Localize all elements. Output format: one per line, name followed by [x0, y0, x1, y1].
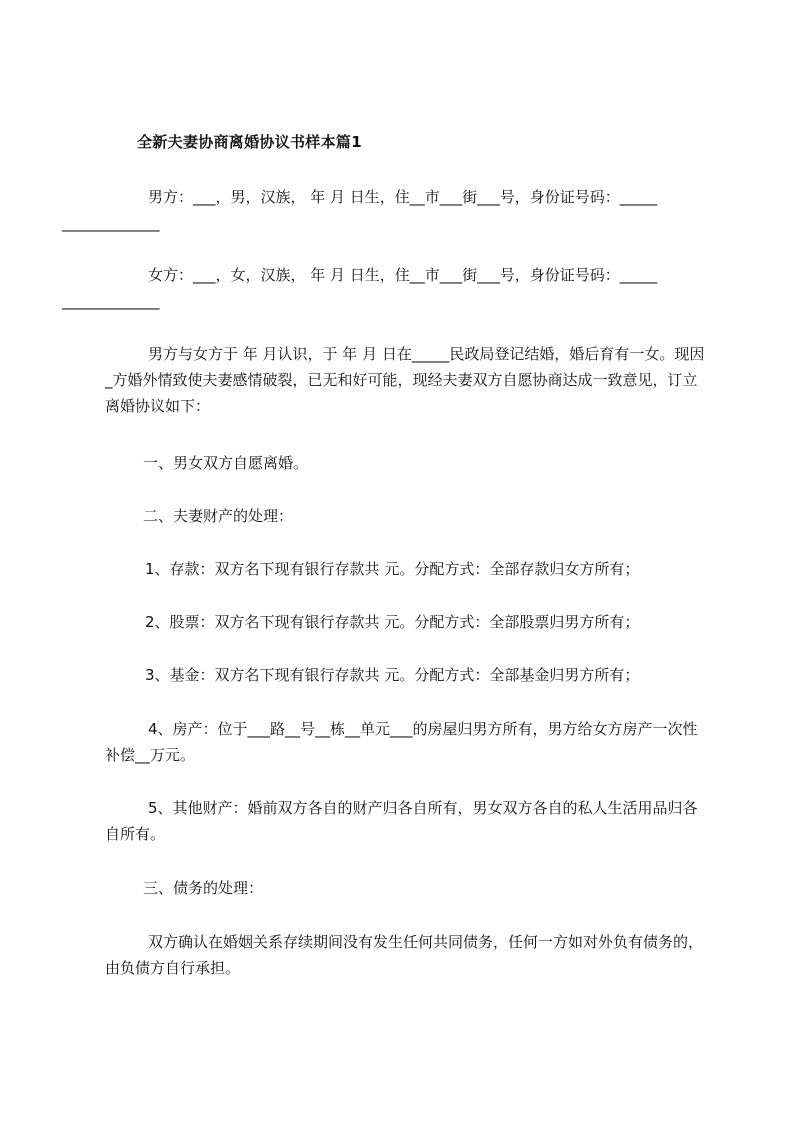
- female-party-continuation: _____________: [62, 292, 160, 310]
- male-party-continuation: _____________: [62, 214, 160, 232]
- property-item-4: 4、房产：位于___路__号__栋__单元___的房屋归男方所有，男方给女方房产一次性补偿__万元。: [105, 720, 698, 764]
- intro-paragraph: 男方与女方于 年 月认识，于 年 月 日在_____民政局登记结婚，婚后育有一女。现因_方婚外情致使夫妻感情破裂，已无和好可能，现经夫妻双方自愿协商达成一致意见，订立离婚协议如下：: [105, 345, 705, 415]
- male-party-text: 男方：___，男，汉族， 年 月 日生，住__市___街___号，身份证号码：_____: [148, 188, 658, 206]
- property-item-5: 5、其他财产：婚前双方各自的财产归各自所有，男女双方各自的私人生活用品归各自所有。: [105, 799, 698, 843]
- section-3-heading: 三、债务的处理：: [143, 879, 264, 897]
- property-item-2: 2、股票：双方名下现有银行存款共 元。分配方式：全部股票归男方所有；: [145, 613, 640, 631]
- debt-paragraph: 双方确认在婚姻关系存续期间没有发生任何共同债务，任何一方如对外负有债务的，由负债方自行承担。: [105, 933, 704, 977]
- document-title: 全新夫妻协商离婚协议书样本篇1: [137, 133, 362, 151]
- female-party-text: 女方：___，女，汉族， 年 月 日生，住__市___街___号，身份证号码：_____: [148, 266, 658, 284]
- property-item-3: 3、基金：双方名下现有银行存款共 元。分配方式：全部基金归男方所有；: [145, 666, 640, 684]
- section-2-heading: 二、夫妻财产的处理：: [143, 507, 294, 525]
- property-item-1: 1、存款：双方名下现有银行存款共 元。分配方式：全部存款归女方所有；: [145, 560, 640, 578]
- female-party-line: [62, 262, 705, 314]
- section-1-heading: 一、男女双方自愿离婚。: [143, 454, 309, 472]
- male-party-line: [62, 184, 705, 236]
